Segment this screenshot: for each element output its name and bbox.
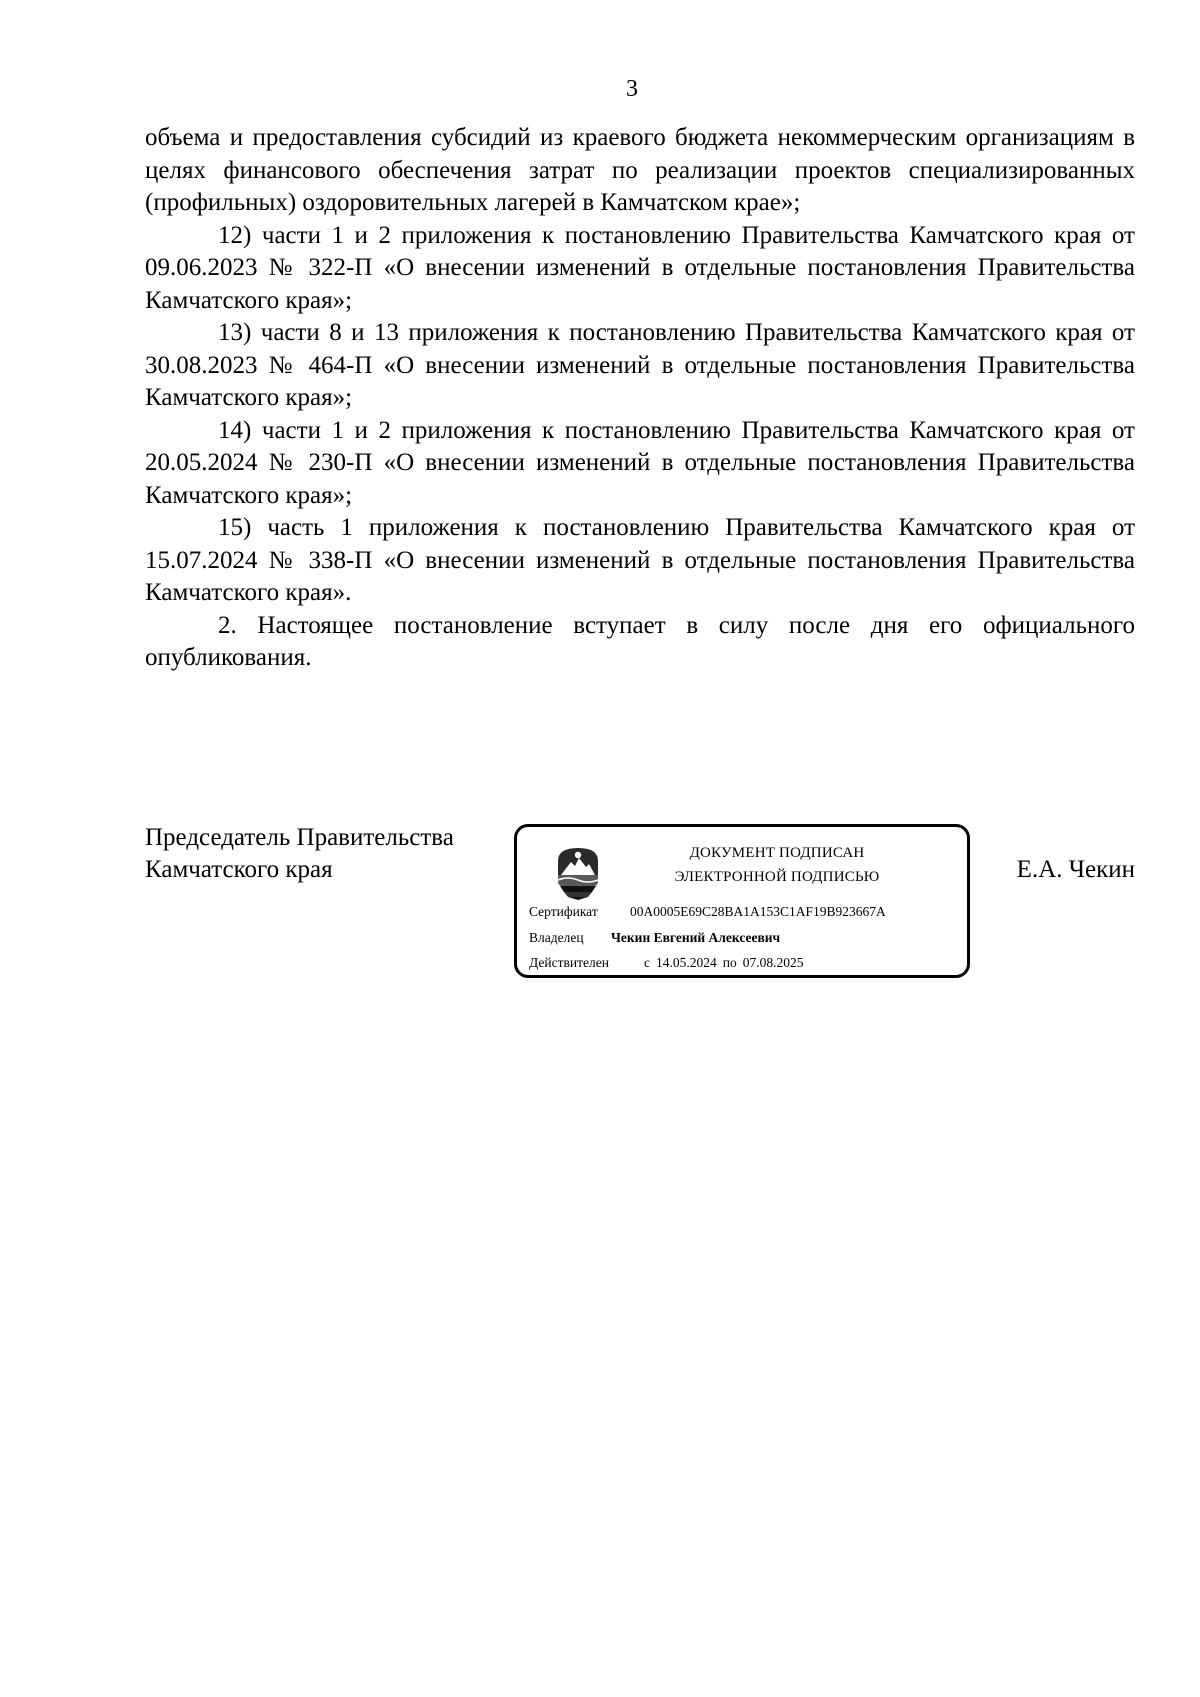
page-number: 3 (626, 76, 638, 102)
signatory-position-line1: Председатель Правительства (145, 824, 454, 851)
validity-from-date: 14.05.2024 (656, 955, 717, 970)
signatory-position-line2: Камчатского края (145, 856, 333, 883)
paragraph-item-15: 15) часть 1 приложения к постановлению Правительства Камчатского края от 15.07.2024 № 338-П «О внесении изменений в отдельные постановления Правительства Камчатского края». (145, 514, 1135, 606)
validity-to-date: 07.08.2025 (742, 955, 804, 970)
stamp-owner-row (529, 929, 780, 947)
validity-to-prefix: по (722, 955, 737, 970)
paragraph-item-13: 13) части 8 и 13 приложения к постановлению Правительства Камчатского края от 30.08.2023 № 464-П «О внесении изменений в отдельные постановления Правительства Камчатского края»; (145, 319, 1135, 411)
signatory-position (145, 822, 454, 886)
certificate-value: 00A0005E69C28BA1A153C1AF19B923667A (630, 904, 886, 919)
validity-label: Действителен (529, 955, 609, 970)
certificate-label: Сертификат (529, 904, 598, 919)
signatory-name: Е.А. Чекин (1016, 856, 1135, 883)
validity-from-prefix: с (644, 955, 650, 970)
stamp-title-line2: ЭЛЕКТРОННОЙ ПОДПИСЬЮ (674, 869, 880, 885)
document-body (145, 122, 1135, 675)
stamp-title-line1: ДОКУМЕНТ ПОДПИСАН (689, 845, 865, 861)
electronic-signature-stamp (514, 824, 970, 978)
paragraph-item-14: 14) части 1 и 2 приложения к постановлению Правительства Камчатского края от 20.05.2024 № 230-П «О внесении изменений в отдельные постановления Правительства Камчатского края»; (145, 416, 1135, 509)
paragraph-point-2: 2. Настоящее постановление вступает в силу после дня его официального опубликования. (145, 611, 1135, 671)
paragraph-continuation: объема и предоставления субсидий из краевого бюджета некоммерческим организациям в целях финансового обеспечения затрат по реализации проектов специализированных (профильных) оздоровительных лагерей в Камчатском крае»; (145, 124, 1135, 216)
stamp-validity-row (529, 954, 803, 972)
stamp-title (637, 841, 917, 889)
paragraph-item-12: 12) части 1 и 2 приложения к постановлению Правительства Камчатского края от 09.06.2023 № 322-П «О внесении изменений в отдельные постановления Правительства Камчатского края»; (145, 221, 1135, 314)
owner-label: Владелец (529, 930, 584, 945)
kamchatka-emblem-icon (555, 845, 601, 901)
stamp-certificate-row (529, 903, 886, 921)
owner-value: Чекин Евгений Алексеевич (611, 930, 781, 945)
